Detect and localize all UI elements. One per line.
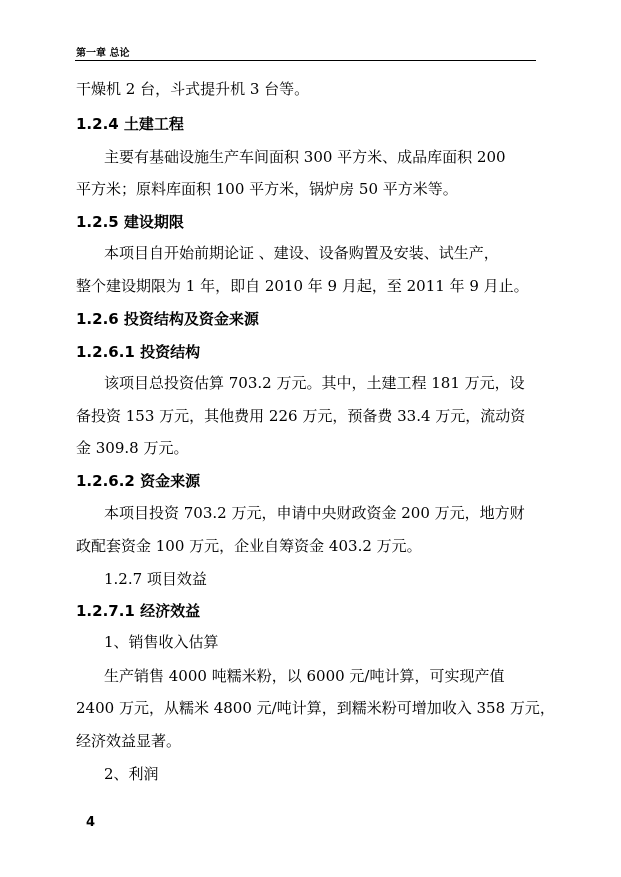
section-heading-1-2-7-1: 1.2.7.1 经济效益	[76, 602, 201, 620]
paragraph-line: 干燥机 2 台，斗式提升机 3 台等。	[76, 80, 310, 98]
paragraph-line: 政配套资金 100 万元，企业自筹资金 403.2 万元。	[76, 537, 422, 555]
paragraph-line: 平方米；原料库面积 100 平方米，锅炉房 50 平方米等。	[76, 180, 458, 198]
section-heading-1-2-7: 1.2.7 项目效益	[104, 570, 207, 588]
paragraph-line: 该项目总投资估算 703.2 万元。其中，土建工程 181 万元，设	[104, 374, 525, 392]
paragraph-line: 整个建设期限为 1 年，即自 2010 年 9 月起，至 2011 年 9 月止。	[76, 277, 529, 295]
running-header: 第一章 总论	[76, 48, 130, 59]
paragraph-line: 经济效益显著。	[76, 732, 182, 750]
header-rule	[75, 60, 536, 61]
section-heading-1-2-4: 1.2.4 土建工程	[76, 115, 184, 133]
paragraph-line: 生产销售 4000 吨糯米粉，以 6000 元/吨计算，可实现产值	[104, 667, 505, 685]
section-heading-1-2-6-1: 1.2.6.1 投资结构	[76, 343, 201, 361]
page-number: 4	[86, 815, 96, 830]
paragraph-line: 2400 万元，从糯米 4800 元/吨计算，到糯米粉可增加收入 358 万元，	[76, 699, 555, 717]
paragraph-line: 1、销售收入估算	[104, 633, 219, 651]
section-heading-1-2-6-2: 1.2.6.2 资金来源	[76, 472, 201, 490]
paragraph-line: 本项目自开始前期论证 、建设、设备购置及安装、试生产，	[104, 244, 499, 262]
paragraph-line: 2、利润	[104, 765, 159, 783]
section-heading-1-2-6: 1.2.6 投资结构及资金来源	[76, 310, 259, 328]
paragraph-line: 本项目投资 703.2 万元，申请中央财政资金 200 万元，地方财	[104, 504, 525, 522]
section-heading-1-2-5: 1.2.5 建设期限	[76, 213, 184, 231]
paragraph-line: 主要有基础设施生产车间面积 300 平方米、成品库面积 200	[104, 148, 506, 166]
paragraph-line: 备投资 153 万元，其他费用 226 万元，预备费 33.4 万元，流动资	[76, 407, 526, 425]
paragraph-line: 金 309.8 万元。	[76, 439, 189, 457]
